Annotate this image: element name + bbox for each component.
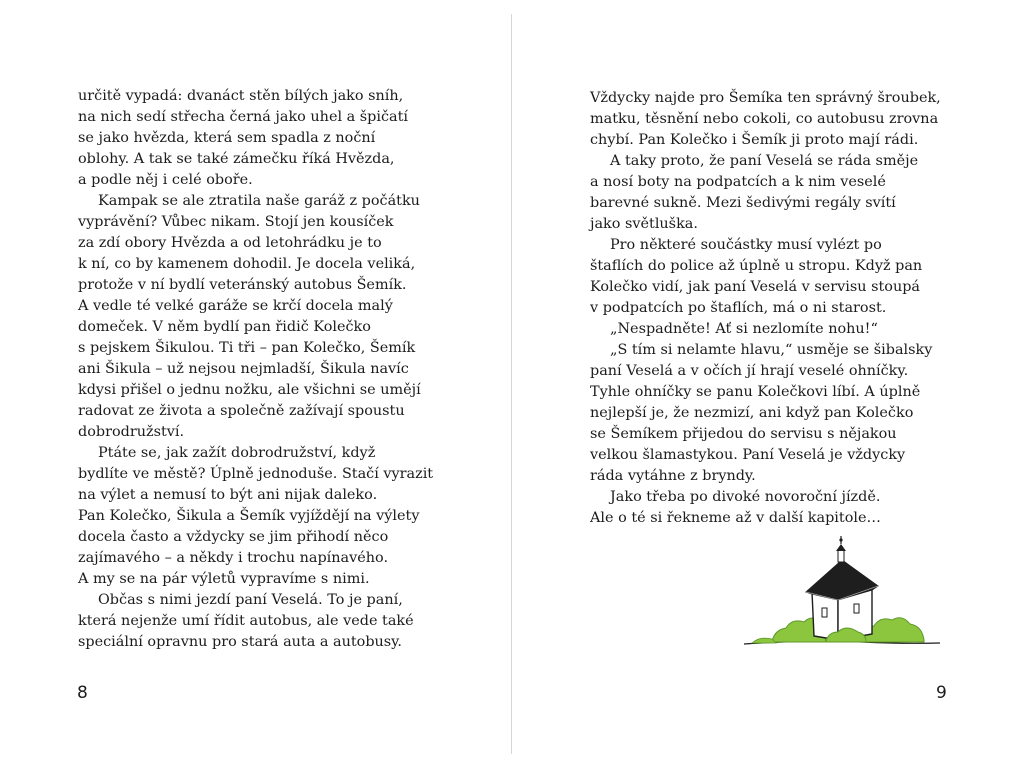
cupola-roof [836, 544, 846, 551]
text-line: se Šemíkem přijedou do servisu s nějakou [590, 426, 897, 442]
text-line: protože v ní bydlí veteránský autobus Šemík. [78, 277, 407, 293]
text-line: k ní, co by kamenem dohodil. Je docela veliká, [78, 256, 416, 272]
text-line: speciální opravnu pro stará auta a autobusy. [78, 634, 402, 650]
text-line: jako světluška. [590, 216, 698, 232]
castle-hvezda-illustration [742, 536, 942, 648]
text-line: na nich sedí střecha černá jako uhel a špičatí [78, 109, 409, 125]
right-page-text [590, 88, 941, 529]
text-line: domeček. V něm bydlí pan řidič Kolečko [78, 319, 371, 335]
text-line: dobrodružství. [78, 424, 185, 440]
text-line: A taky proto, že paní Veselá se ráda směje [610, 153, 919, 169]
text-line: a nosí boty na podpatcích a k nim veselé [590, 174, 886, 190]
text-line: paní Veselá a v očích jí hrají veselé ohníčky. [590, 363, 909, 379]
text-line: ráda vytáhne z bryndy. [590, 468, 756, 484]
text-line: a podle něj i celé oboře. [78, 172, 253, 188]
spire-ball [839, 538, 842, 541]
text-line: ani Šikula – už nejsou nejmladší, Šikula navíc [78, 361, 409, 377]
text-line: oblohy. A tak se také zámečku říká Hvězda, [78, 151, 395, 167]
text-line: Kolečko vidí, jak paní Veselá v servisu stoupá [590, 279, 921, 295]
text-line: na výlet a nemusí to být ani nijak daleko. [78, 487, 378, 503]
cupola [838, 550, 844, 562]
text-line: Ale o té si řekneme až v další kapitole… [590, 510, 881, 526]
text-line: se jako hvězda, která sem spadla z noční [78, 130, 376, 146]
text-line: Kampak se ale ztratila naše garáž z počátku [98, 193, 420, 209]
text-line: v podpatcích po štaflích, má o ni starost. [590, 300, 887, 316]
text-line: Pro některé součástky musí vylézt po [610, 237, 882, 253]
text-line: Tyhle ohníčky se panu Kolečkovi líbí. A úplně [590, 384, 921, 400]
text-line: chybí. Pan Kolečko i Šemík ji proto mají rádi. [590, 132, 919, 148]
text-line: štaflích do police až úplně u stropu. Když pan [590, 258, 923, 274]
text-line: bydlíte ve městě? Úplně jednoduše. Stačí vyrazit [78, 466, 434, 482]
text-line: matku, těsnění nebo cokoli, co autobusu zrovna [590, 111, 939, 127]
text-line: s pejskem Šikulou. Ti tři – pan Kolečko, Šemík [78, 340, 416, 356]
text-line: „Nespadněte! Ať si nezlomíte nohu!“ [610, 321, 878, 337]
text-line: kdysi přišel o jednu nožku, ale všichni se umějí [78, 382, 421, 398]
text-line: A vedle té velké garáže se krčí docela malý [78, 298, 393, 314]
text-line: docela často a vždycky se jim přihodí něco [78, 529, 389, 545]
text-line: Vždycky najde pro Šemíka ten správný šroubek, [590, 90, 941, 106]
text-line: radovat ze života a společně zažívají spoustu [78, 403, 405, 419]
text-line: „S tím si nelamte hlavu,“ usměje se šibalsky [610, 342, 933, 358]
text-line: velkou šlamastykou. Paní Veselá je vždycky [590, 447, 906, 463]
text-line: vyprávění? Vůbec nikam. Stojí jen kousíček [78, 214, 394, 230]
text-line: Pan Kolečko, Šikula a Šemík vyjíždějí na výlety [78, 508, 420, 524]
text-line: Ptáte se, jak zažít dobrodružství, když [98, 445, 376, 461]
text-line: Jako třeba po divoké novoroční jízdě. [610, 489, 881, 505]
text-line: za zdí obory Hvězda a od letohrádku je to [78, 235, 382, 251]
text-line: která nejenže umí řídit autobus, ale vede také [78, 613, 414, 629]
left-page [0, 0, 511, 768]
page-number-right: 9 [936, 683, 947, 703]
text-line: A my se na pár výletů vypravíme s nimi. [78, 571, 370, 587]
page-number-left: 8 [77, 683, 88, 703]
text-line: zajímavého – a někdy i trochu napínavého. [78, 550, 389, 566]
text-line: barevné sukně. Mezi šedivými regály svítí [590, 195, 896, 211]
text-line: Občas s nimi jezdí paní Veselá. To je paní, [98, 592, 403, 608]
text-line: určitě vypadá: dvanáct stěn bílých jako sníh, [78, 88, 404, 104]
text-line: nejlepší je, že nezmizí, ani když pan Kolečko [590, 405, 914, 421]
left-page-text [78, 86, 433, 653]
bush-far-left [752, 638, 776, 643]
right-page [512, 0, 1024, 768]
